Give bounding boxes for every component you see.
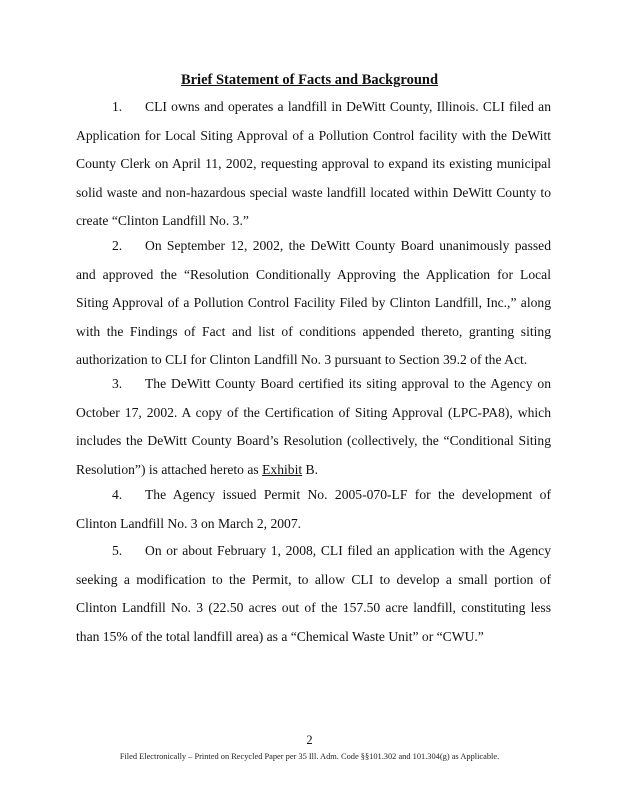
paragraph-text: The DeWitt County Board certified its siting approval to the Agency on October 17, 2002. A copy of the Certification of Siting Approval (LPC-PA8), which includes the DeWitt County Board’s Resolution (collectively, the “Conditional Siting Resolution”) is attached hereto as [76,376,551,477]
paragraph-3 [76,370,551,484]
paragraph-number: 2. [112,238,123,253]
paragraph-5 [76,537,551,651]
paragraph-4 [76,481,551,538]
paragraph-number: 5. [112,543,123,558]
paragraph-text: CLI owns and operates a landfill in DeWitt County, Illinois. CLI filed an Application for Local Siting Approval of a Pollution Control facility with the DeWitt County Clerk on April 11, 2002, requesting approval to expand its existing municipal solid waste and non-hazardous special waste landfill located within DeWitt County to create “Clinton Landfill No. 3.” [76,99,551,229]
footer-note: Filed Electronically – Printed on Recycled Paper per 35 Ill. Adm. Code §§101.302 and 101.304(g) as Applicable. [119,752,500,761]
paragraph-1 [76,93,551,236]
exhibit-reference: Exhibit [262,461,303,477]
paragraph-text: On or about February 1, 2008, CLI filed an application with the Agency seeking a modification to the Permit, to allow CLI to develop a small portion of Clinton Landfill No. 3 (22.50 acres out of the 157.50 acre landfill, constituting less than 15% of the total landfill area) as a “Chemical Waste Unit” or “CWU.” [76,543,551,644]
page-number: 2 [306,733,313,747]
paragraph-text: The Agency issued Permit No. 2005-070-LF for the development of Clinton Landfill No. 3 on March 2, 2007. [76,487,551,531]
paragraph-text: On September 12, 2002, the DeWitt County Board unanimously passed and approved the “Resolution Conditionally Approving the Application for Local Siting Approval of a Pollution Control Facility Filed by Clinton Landfill, Inc.,” along with the Findings of Fact and list of conditions appended thereto, granting siting authorization to CLI for Clinton Landfill No. 3 pursuant to Section 39.2 of the Act. [76,238,551,368]
paragraph-text-end: B. [302,461,319,477]
paragraph-number: 3. [112,376,123,391]
paragraph-number: 1. [112,99,123,114]
paragraph-number: 4. [112,487,123,502]
paragraph-2 [76,232,551,375]
section-heading: Brief Statement of Facts and Background [180,72,439,88]
